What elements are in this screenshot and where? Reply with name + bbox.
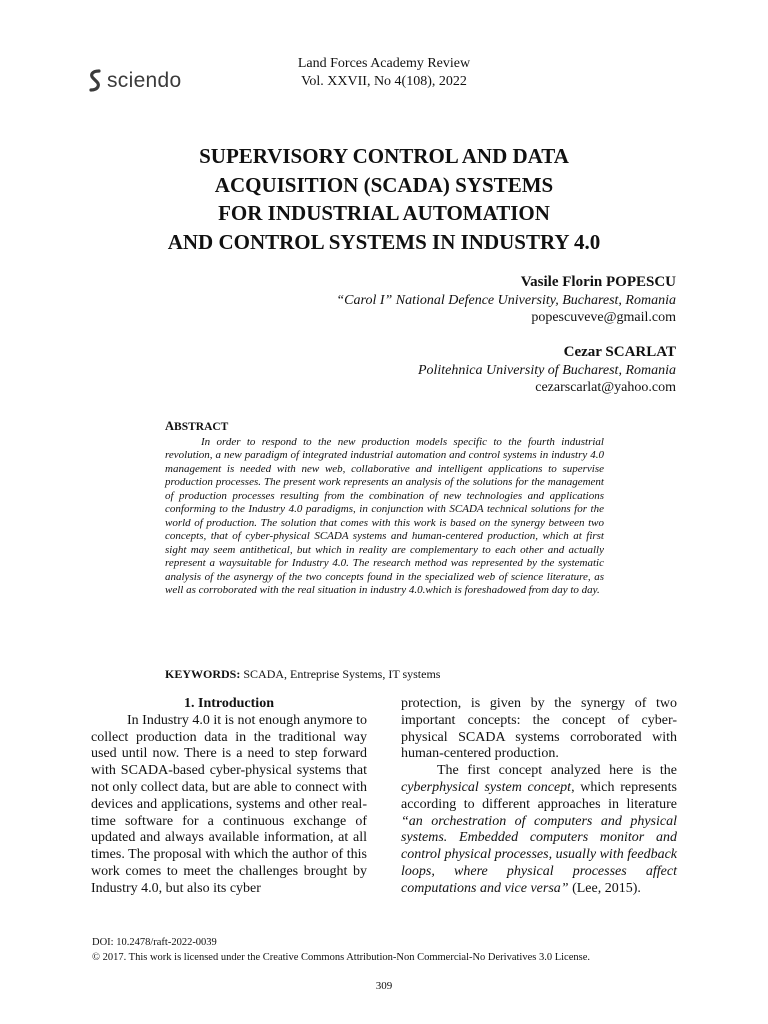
footer (92, 935, 590, 965)
section-heading: 1. Introduction (184, 696, 274, 711)
intro-paragraph: In Industry 4.0 it is not enough anymore to collect production data in the traditional way used until now. There is a need to step forward with SCADA-based cyber-physical systems that not only collect data, but are able to connect with devices and applications, systems and other real-time software for a continuous exchange of updated and always available information, at all times. The proposal with which the author of this work comes to meet the challenges brought by Industry 4.0, but also its cyber (91, 712, 368, 896)
abstract-heading-rest: BSTRACT (174, 421, 229, 433)
right-column (401, 696, 677, 898)
abstract-section (165, 420, 604, 598)
author-block-1 (336, 274, 676, 327)
page-number: 309 (375, 980, 393, 992)
author-name: Cezar SCARLAT (563, 344, 676, 360)
author-affiliation: “Carol I” National Defence University, Bucharest, Romania (336, 292, 676, 308)
author-email: cezarscarlat@yahoo.com (535, 380, 676, 395)
abstract-heading-initial: A (165, 419, 175, 433)
left-column (91, 696, 367, 898)
abstract-heading (165, 420, 604, 435)
concept-text: , which represents according to different approaches in literature (401, 779, 677, 812)
intro-paragraph-continued: protection, is given by the synergy of two important concepts: the concept of cyber-physical SCADA systems corroborated with human-centered production. (401, 696, 677, 762)
keywords-heading-rest: EYWORDS: (174, 667, 241, 681)
title-line: SUPERVISORY CONTROL AND DATA (199, 144, 569, 168)
journal-header (0, 55, 768, 91)
keywords-text: SCADA, Entreprise Systems, IT systems (243, 667, 441, 681)
publisher-name: sciendo (107, 69, 182, 92)
concept-citation: (Lee, 2015). (568, 880, 641, 896)
abstract-text: In order to respond to the new production models specific to the fourth industrial revolution, a new paradigm of integrated industrial automation and control systems in industry 4.0 management is needed with new web, collaborative and intelligent applications to supervise production processes. The present work represents an analysis of the solutions for the management of production processes resulting from the combination of new technologies and applications conforming to the Industry 4.0 paradigms, in conjunction with SCADA technical solutions for the world of production. The solution that comes with this work is based on the synergy between two concepts, that of cyber-physical SCADA systems and human-centered production, which at first sight may seem antithetical, but which in reality are complementary to each other and actually represent a waysuitable for Industry 4.0. The research method was represented by the systematic analysis of the asynergy of the two concepts found in the specialized web of science literature, as well as corroborated with the real situation in industry 4.0.which is foreshadowed from day to day. (165, 435, 604, 596)
concept-term: cyberphysical system concept (401, 779, 572, 795)
license-text: © 2017. This work is licensed under the Creative Commons Attribution-Non Commercial-No Derivatives 3.0 License. (92, 952, 590, 963)
keywords-heading-initial: K (165, 667, 175, 681)
concept-quote: “an orchestration of computers and physical systems. Embedded computers monitor and control physical processes, usually with feedback loops, where physical processes affect computations and vice versa” (401, 813, 677, 896)
keywords-line (165, 667, 440, 682)
author-block-2 (418, 344, 676, 397)
concept-text: The first concept analyzed here is the (437, 763, 677, 779)
keywords-heading (165, 667, 240, 681)
journal-name: Land Forces Academy Review (297, 56, 471, 71)
title-line: ACQUISITION (SCADA) SYSTEMS (214, 172, 554, 197)
title-line: AND CONTROL SYSTEMS IN INDUSTRY 4.0 (167, 229, 601, 254)
paper-title (60, 142, 708, 256)
concept-paragraph (401, 763, 677, 897)
doi-text: DOI: 10.2478/raft-2022-0039 (92, 937, 217, 948)
author-name: Vasile Florin POPESCU (520, 274, 676, 290)
journal-volume: Vol. XXVII, No 4(108), 2022 (301, 74, 467, 89)
author-affiliation: Politehnica University of Bucharest, Romania (417, 362, 676, 378)
title-line: FOR INDUSTRIAL AUTOMATION (218, 201, 550, 225)
author-email: popescuveve@gmail.com (531, 310, 676, 325)
